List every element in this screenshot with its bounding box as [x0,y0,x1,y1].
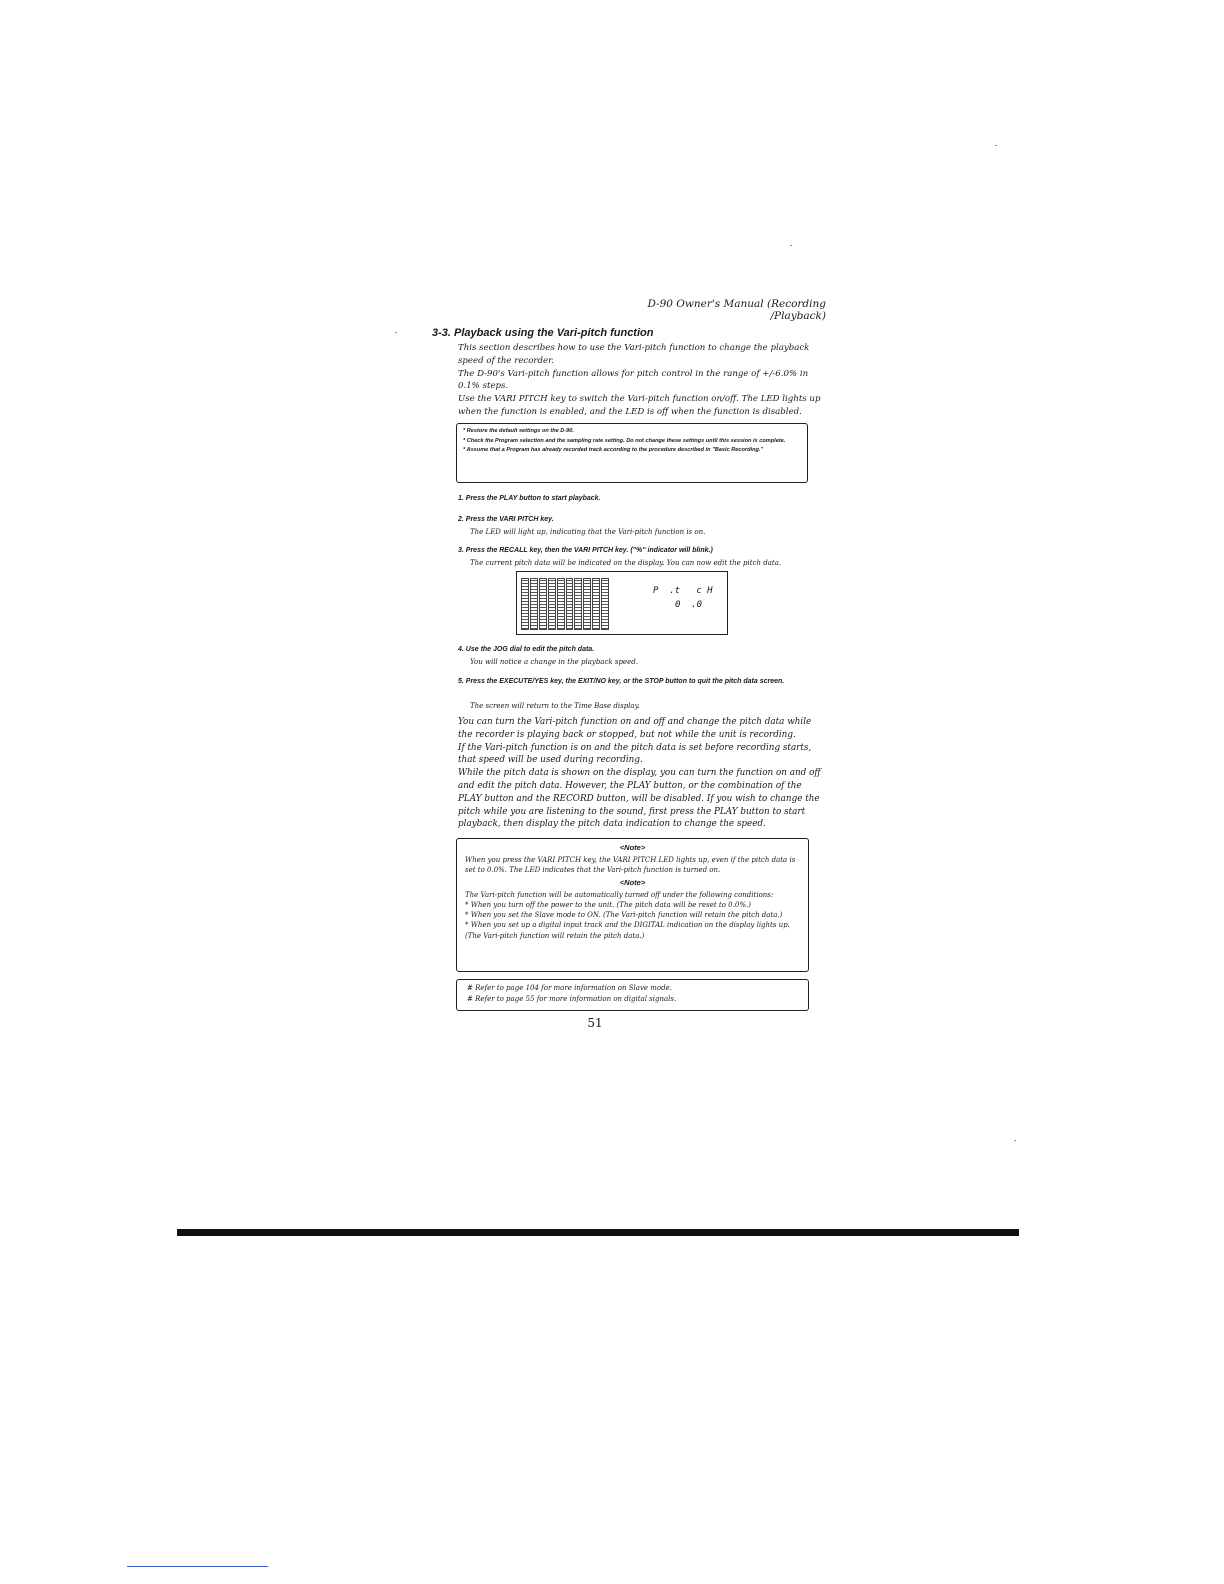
section-title: 3-3. Playback using the Vari-pitch function [432,327,654,339]
note-text: The Vari-pitch function will be automatically turned off under the following conditions: [465,890,774,899]
reference-box [456,979,809,1011]
prerequisite-item: * Check the Program selection and the sampling rate setting. Do not change these settings until this session is complete. [463,437,786,444]
body-paragraph: While the pitch data is shown on the display, you can turn the function on and off and edit the pitch data. However, the PLAY button, or the combination of the PLAY button and the RECORD button, will be disabled. If you wish to change the pitch while you are listening to the sound, first press the PLAY button to start playback, then display the pitch data indication to change the speed. [458,768,821,830]
footer-rule [177,1229,1019,1236]
lcd-meter [566,578,574,630]
scan-speck [995,145,997,146]
step-2-detail: The LED will light up, indicating that the Vari-pitch function is on. [470,528,706,536]
lcd-track-meters [521,578,609,630]
prerequisite-item: * Restore the default settings on the D-90. [463,428,574,434]
step-4-detail: You will notice a change in the playback speed. [470,658,638,666]
note-heading: <Note> [619,877,646,887]
scan-speck [1014,1140,1016,1141]
lcd-meter [601,578,609,630]
scan-link-line [127,1566,268,1567]
lcd-line-2: 0 .0 [675,600,703,610]
intro-paragraph: The D-90's Vari-pitch function allows for pitch control in the range of +/-6.0% in 0.1% steps. [458,368,809,392]
note-item: * When you set the Slave mode to ON. (The Vari-pitch function will retain the pitch data.) [465,911,783,920]
lcd-line-1: P .t c H [653,586,713,596]
prerequisite-box [456,423,808,483]
step-2: 2. Press the VARI PITCH key. [458,516,554,523]
reference-item: # Refer to page 104 for more information on Slave mode. [467,984,672,992]
prerequisite-item: * Assume that a Program has already recorded track according to the procedure described in "Basic Recording." [463,447,764,453]
reference-item: # Refer to page 55 for more information on digital signals. [467,994,677,1003]
lcd-meter [530,578,538,630]
lcd-meter [574,578,582,630]
step-4: 4. Use the JOG dial to edit the pitch data. [458,646,595,653]
body-text [458,716,824,831]
lcd-meter [521,578,529,630]
step-5-detail: The screen will return to the Time Base display. [470,702,640,710]
note-text: When you press the VARI PITCH key, the VARI PITCH LED lights up, even if the pitch data is set to 0.0%. The LED indicates that the Vari-pitch function is turned on. [465,856,796,875]
body-paragraph: If the Vari-pitch function is on and the pitch data is set before recording starts, that speed will be used during recording. [458,742,812,766]
step-3: 3. Press the RECALL key, then the VARI PITCH key. ("%" indicator will blink.) [458,547,713,554]
lcd-meter [548,578,556,630]
lcd-display-illustration [516,571,728,635]
step-1: 1. Press the PLAY button to start playback. [458,495,601,502]
scan-speck [395,332,397,333]
intro-text [458,342,824,419]
page-number: 51 [587,1016,603,1030]
note-box [456,838,809,972]
intro-paragraph: This section describes how to use the Vari-pitch function to change the playback speed of the recorder. [458,343,810,366]
note-heading: <Note> [619,843,646,852]
body-paragraph: You can turn the Vari-pitch function on and off and change the pitch data while the recorder is playing back or stopped, but not while the unit is recording. [458,717,812,740]
step-3-detail: The current pitch data will be indicated on the display. You can now edit the pitch data. [470,559,782,567]
note-item: * When you turn off the power to the unit. (The pitch data will be reset to 0.0%.) [465,901,751,910]
note-item: * When you set up a digital input track and the DIGITAL indication on the display lights up. (The Vari-pitch function will retain the pitch data.) [465,921,790,940]
lcd-meter [583,578,591,630]
lcd-meter [539,578,547,630]
lcd-meter [592,578,600,630]
scan-speck [790,245,792,246]
running-header: D-90 Owner's Manual (Recording /Playback) [647,298,826,322]
lcd-meter [557,578,565,630]
step-5: 5. Press the EXECUTE/YES key, the EXIT/NO key, or the STOP button to quit the pitch data screen. [458,678,785,685]
intro-paragraph: Use the VARI PITCH key to switch the Vari-pitch function on/off. The LED lights up when the function is enabled, and the LED is off when the function is disabled. [458,394,821,417]
